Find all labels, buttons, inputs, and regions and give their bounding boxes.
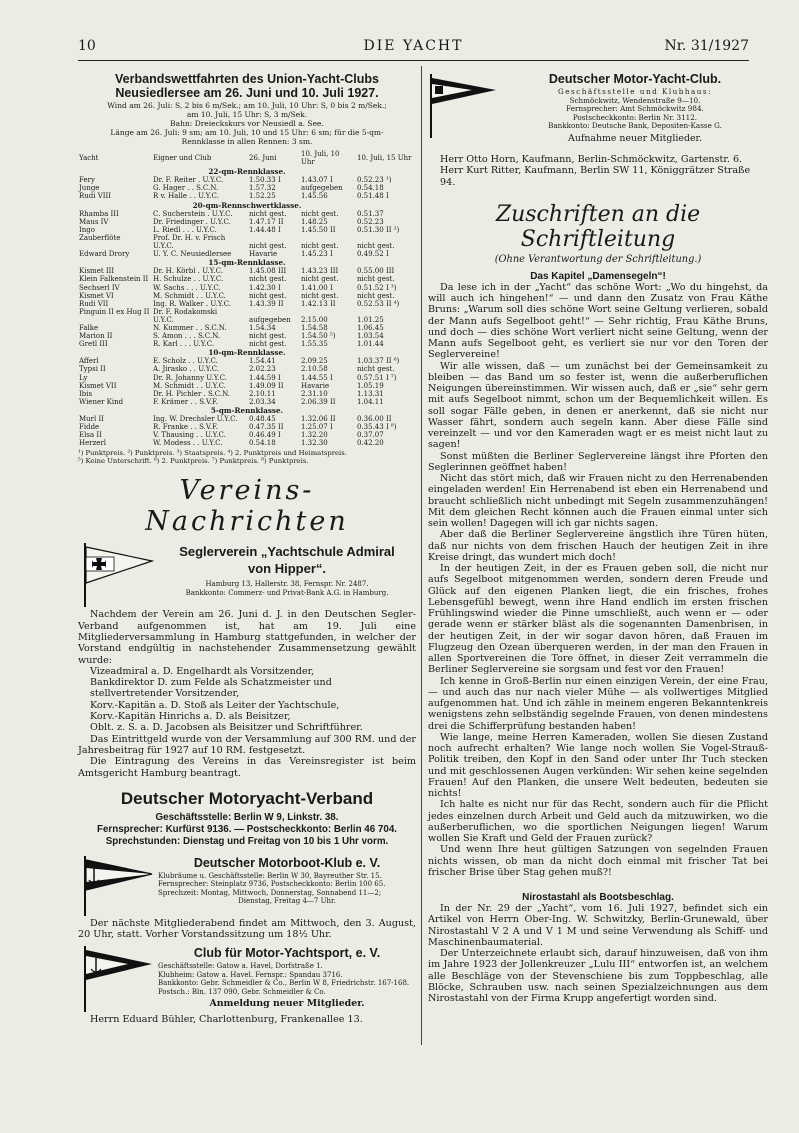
table-cell: 0.57.51 I ⁷) — [357, 373, 397, 382]
table-row — [78, 184, 416, 192]
table-cell: 1.49.09 II — [249, 381, 284, 390]
table-cell: 1.52.25 — [249, 192, 276, 201]
table-cell: nicht gest. — [249, 242, 287, 251]
table-cell: Dr. H. Körbl . U.Y.C. — [153, 267, 223, 276]
table-cell: Dr. F. Rodakomski — [153, 307, 218, 316]
table-cell: nicht gest. — [249, 209, 287, 218]
table-row — [78, 382, 416, 390]
article1-body — [428, 282, 768, 878]
table-cell: Ing. W. Drechsler U.Y.C. — [153, 415, 238, 423]
table-cell: 1.45.50 II — [301, 225, 336, 234]
cmy-header — [78, 946, 416, 1014]
dmbk-info — [158, 872, 416, 906]
table-cell: Junge — [79, 184, 100, 193]
dmbk-text: Der nächste Mitgliederabend findet am Mittwoch, den 3. August, 20 Uhr, statt. Vorher Vorstandssitzung um 18½ Uhr. — [78, 917, 416, 941]
table-cell: Rhamba III — [79, 209, 119, 218]
board-member: Vizeadmiral a. D. Engelhardt als Vorsitzender, — [90, 665, 315, 677]
table-cell: Rudi VIII — [79, 192, 112, 201]
table-cell: Wiener Kind — [79, 397, 124, 406]
table-cell: nicht gest. — [301, 209, 339, 218]
club-pennant-icon — [428, 74, 498, 138]
table-row — [78, 192, 416, 200]
table-row — [78, 357, 416, 365]
table-cell: 1.55.35 — [301, 340, 328, 349]
regatta-title-line2: Neusiedlersee am 26. Juni und 10. Juli 1927. — [115, 86, 379, 100]
table-cell: U.Y.C. — [153, 242, 174, 251]
table-cell: nicht gest. — [249, 291, 287, 300]
table-cell: 0.52.23 ¹) — [357, 176, 392, 185]
table-cell: Dr. F. Reiter . U.Y.C. — [153, 176, 224, 185]
table-cell: 0.52.53 II ⁴) — [357, 299, 400, 308]
regatta-title — [78, 72, 416, 100]
regatta-footnote: ⁵) Keine Unterschrift. ⁶) 2. Punktpreis. ⁷) Punktpreis. ⁸) Punktpreis. — [78, 457, 309, 466]
table-cell: Falke — [79, 323, 99, 332]
table-cell — [248, 234, 300, 242]
table-row — [78, 300, 416, 308]
issue-number: Nr. 31/1927 — [664, 38, 749, 54]
class-name: 5-qm-Rennklasse. — [210, 405, 284, 415]
article2-p2: Der Unterzeichnete erlaubt sich, darauf hinzuweisen, daß von ihm im Jahre 1923 der Jollenkreuzer „Lulu III“ entworfen ist, an welchem alle Beschläge von der Stevenschiene bis zum Toppbeschlag, alle Blöcke, Schrauben usw. nach seinen Spezialzeichnungen aus dem Nirostastahl von der Firma Krupp angefertigt worden sind. — [428, 948, 768, 1005]
table-row — [78, 242, 416, 250]
dmyc-phone: Fernsprecher: Amt Schmöckwitz 984. — [566, 104, 704, 114]
table-row — [78, 439, 416, 447]
table-cell: W. Sachs . . . U.Y.C. — [153, 283, 221, 292]
table-cell: F. Krämer . . S.V.F. — [153, 397, 219, 406]
table-cell: L. Riedl . . . U.Y.C. — [153, 225, 217, 234]
table-row — [78, 365, 416, 373]
dmyc-postcheck: Postscheckkonto: Berlin Nr. 3112. — [572, 112, 698, 122]
table-cell: Rudi VII — [79, 299, 109, 308]
table-cell: R. Karl . . . U.Y.C. — [153, 340, 215, 349]
table-cell: Dr. H. Pichler . S.C.N. — [153, 389, 230, 398]
magazine-title: DIE YACHT — [363, 38, 464, 54]
article1-paragraph: Wir alle wissen, daß — um zunächst bei der Gemeinsamkeit zu bleiben — das Band um so fester ist, wenn die außerberuflichen Neigungen übereinstimmen. Wir wissen auch, daß er „sie“ sehr gern mit aufs Segelboot nimmt, schon um der Bequemlichkeit willen. Es soll sogar Fälle geben, in denen er anerkennt, daß sie nicht nur Wasser fährt, sondern auch segeln kann. Aber diese Fälle sind vereinzelt — und vor den Kameraden wagt er es meist nicht laut zu sagen! — [428, 360, 768, 451]
table-row — [78, 324, 416, 332]
table-cell: 1.45.56 — [301, 192, 328, 201]
table-cell: 1.32.20 — [301, 431, 328, 440]
table-row — [78, 226, 416, 234]
table-cell — [300, 308, 356, 316]
club1-name-line1: Seglerverein „Yachtschule Admiral — [179, 544, 395, 560]
results-column-header: 26. Juni — [249, 154, 277, 163]
table-cell: 1.54.41 — [249, 357, 276, 366]
table-cell: R v. Halle . . U.Y.C. — [153, 192, 219, 201]
cmy-subheading: Anmeldung neuer Mitglieder. — [209, 998, 365, 1010]
left-column — [78, 66, 416, 1026]
table-cell — [300, 234, 356, 242]
header-rule — [78, 60, 749, 61]
table-cell: Edward Drory — [79, 250, 130, 259]
table-row — [78, 292, 416, 300]
table-cell: 1.42.13 II — [301, 299, 336, 308]
table-cell: Ing. R. Walker . U.Y.C. — [153, 299, 232, 308]
table-cell: 2.09.25 — [301, 357, 328, 366]
table-cell: Dr. R. Johanny U.Y.C. — [153, 373, 228, 382]
club1-bank: Bankkonto: Commerz- und Privat-Bank A.G. in Hamburg. — [185, 589, 389, 598]
table-row — [78, 390, 416, 398]
dmyc-header — [428, 66, 768, 154]
table-cell: 1.01.44 — [357, 340, 384, 349]
dmv-phone: Fernsprecher: Kurfürst 9136. — Postscheckkonto: Berlin 46 704. — [96, 823, 397, 835]
article2-p1: In der Nr. 29 der „Yacht“, vom 16. Juli 1927, befindet sich ein Artikel von Herrn Ober-Ing. W. Schwitzky, Berlin-Grunewald, über Nirostastahl V 2 A und V 1 M und seine Verwendung als Schiff- und Maschinenbaumaterial. — [428, 903, 768, 948]
dmyc-office-label: Geschäftsstelle und Klubhaus: — [557, 87, 713, 96]
table-cell: 2.03.34 — [249, 397, 276, 406]
table-cell: 0.51.37 — [357, 209, 384, 218]
dmyc-member1: Herr Otto Horn, Kaufmann, Berlin-Schmöckwitz, Gartenstr. 6. — [440, 154, 743, 165]
table-cell — [248, 308, 300, 316]
article1-paragraph: Da lese ich in der „Yacht“ das schöne Wort: „Wo du hingehst, da will auch ich hingehen!“ — und dann den Zusatz von Frau Käthe Bruns: „Warum soll dies schöne Wort seine Geltung verlieren, sobald der Mann aufs Segelboot geht!“ — Sehr richtig, Frau Käthe Bruns, und doch — dies schöne Wort verliert nicht seine Geltung, wenn der Mann aufs Segelboot geht, es verliert sie nur vor den Toren der Seglervereine! — [428, 281, 768, 361]
table-row — [78, 275, 416, 283]
regatta-title-line1: Verbandswettfahrten des Union-Yacht-Clubs — [115, 72, 379, 86]
table-row — [78, 218, 416, 226]
table-row — [78, 398, 416, 406]
table-cell: nicht gest. — [357, 275, 395, 284]
dmbk-phone: Fernsprecher: Steinplatz 9736, Postscheckkonto: Berlin 100 65. — [158, 880, 386, 889]
results-column-header: 10. Juli, 10 Uhr — [301, 150, 340, 167]
table-cell: G. Hager . . S.C.N. — [153, 184, 219, 193]
dmv-title: Deutscher Motoryacht-Verband — [120, 788, 374, 808]
table-cell: Kismet III — [79, 267, 115, 276]
regatta-meta — [78, 101, 416, 146]
table-cell: 1.32.06 II — [301, 415, 336, 423]
article1-paragraph: Wie lange, meine Herren Kameraden, wollen Sie diesen Zustand noch aufrecht erhalten? Wie lange noch wollen Sie Vogel-Strauß-Politik treiben, den Kopf in den Sand oder unter Ihr Tuch stecken und mit geschlossenen Augen verkünden: Wir sehen keine segelnden Frauen! Auf den Planken, die unsere Welt bedeuten, bedeuten sie nichts! — [428, 731, 768, 800]
dmyc-subheading: Aufnahme neuer Mitglieder. — [568, 132, 702, 144]
club1-name-line2: von Hipper“. — [247, 561, 326, 577]
regatta-meta-line: am 10. Juli, 15 Uhr: S, 3 m/Sek. — [186, 110, 308, 119]
iron-cross-pennant-icon — [82, 543, 154, 607]
class-header-row — [78, 258, 416, 267]
table-cell: Havarie — [301, 381, 330, 390]
club1-header — [78, 543, 416, 609]
club1-address: Hamburg 13, Hallerstr. 38, Fernspr. Nr. 2487. — [205, 580, 369, 589]
table-cell: 1.57.32 — [249, 184, 276, 193]
table-cell: S. Amon . . . S.C.N. — [153, 332, 220, 341]
table-cell: H. Schulze . . U.Y.C. — [153, 275, 224, 284]
table-cell: N. Kummer . . S.C.N. — [153, 323, 227, 332]
table-cell: 1.03.54 — [357, 332, 384, 341]
table-cell: 1.48.25 — [301, 217, 328, 226]
table-cell: Fidde — [79, 423, 100, 432]
table-cell: 1.01.25 — [357, 315, 384, 324]
table-cell: Marion II — [79, 332, 113, 341]
club1-register: Die Eintragung des Vereins in das Vereinsregister ist beim Amtsgericht Hamburg beantragt. — [78, 756, 416, 779]
table-cell: 0.46.49 I — [249, 431, 281, 440]
dmv-office: Geschäftsstelle: Berlin W 9, Linkstr. 38. — [155, 811, 339, 823]
table-row — [78, 176, 416, 184]
table-cell: 0.37.07 — [357, 431, 384, 440]
table-cell: C. Sucherstein . U.Y.C. — [153, 209, 233, 218]
table-cell — [78, 242, 152, 250]
table-cell — [356, 308, 416, 316]
table-cell: 2.10.58 — [301, 365, 328, 374]
table-cell: 0.42.20 — [357, 439, 384, 448]
table-cell: 0.47.35 II — [249, 423, 284, 432]
results-table — [78, 149, 416, 447]
article1-title: Das Kapitel „Damensegeln“! — [530, 270, 666, 282]
table-cell: 0.48.45 — [249, 415, 276, 423]
dmyc-member2: Herr Kurt Ritter, Kaufmann, Berlin SW 11, Königgrätzer Straße 94. — [440, 165, 751, 188]
table-row — [78, 423, 416, 431]
dmbk-header — [78, 856, 416, 918]
table-cell: 1.44.48 I — [249, 225, 281, 234]
regatta-footnote: ¹) Punktpreis. ²) Punktpreis. ³) Staatspreis. ⁴) 2. Punktpreis und Heimatspreis. — [78, 449, 347, 458]
article1-paragraph: Sonst müßten die Berliner Seglervereine längst ihre Pforten den Seglerinnen geöffnet haben! — [428, 450, 768, 473]
table-cell: 0.55.00 III — [357, 267, 395, 276]
class-header-row — [78, 201, 416, 210]
table-cell: 0.36.00 II — [357, 415, 392, 423]
table-cell: 1.54.58 — [301, 323, 328, 332]
dmbk-hours: Sprechzeit: Montag, Mittwoch, Donnerstag, Sonnabend 11—2; — [158, 888, 382, 897]
table-cell: 1.13.31 — [357, 389, 384, 398]
class-header-row — [78, 167, 416, 176]
table-cell: U. Y. C. Neusiedlersee — [153, 250, 232, 259]
table-cell: 1.47.17 II — [249, 217, 284, 226]
results-column-header: Eigner und Club — [153, 154, 212, 163]
regatta-footnotes — [78, 449, 416, 465]
table-cell: nicht gest. — [357, 291, 395, 300]
dmv-hours: Sprechstunden: Dienstag und Freitag von 10 bis 1 Uhr vorm. — [105, 835, 389, 847]
table-row — [78, 374, 416, 382]
table-cell: Gretl III — [79, 340, 108, 349]
table-cell: 1.43.39 II — [249, 299, 284, 308]
results-column-header: 10. Juli, 15 Uhr — [357, 154, 412, 163]
table-cell: 1.43.23 III — [301, 267, 339, 276]
table-cell: 0.35.43 I ⁸) — [357, 423, 397, 432]
dmbk-title: Deutscher Motorboot-Klub e. V. — [193, 855, 381, 870]
table-cell: Dr. Friedinger . U.Y.C. — [153, 217, 231, 226]
table-cell: 0.51.48 I — [357, 192, 389, 201]
dmyc-bank: Bankkonto: Deutsche Bank, Depositen-Kasse G. — [548, 121, 722, 131]
table-cell: 1.32.30 — [301, 439, 328, 448]
table-cell: Havarie — [249, 250, 278, 259]
table-cell: nicht gest. — [249, 332, 287, 341]
table-cell: 2.15.00 — [301, 315, 328, 324]
table-cell: 1.54.34 — [249, 323, 276, 332]
table-cell: Afferl — [79, 357, 99, 366]
class-header-row — [78, 406, 416, 415]
table-cell: aufgegeben — [301, 184, 343, 193]
table-cell: Elsa II — [79, 431, 102, 440]
right-column — [428, 66, 768, 1004]
club1-board-list — [78, 666, 416, 734]
table-cell: 0.54.18 — [357, 184, 384, 193]
table-cell: M. Schmidt . . U.Y.C. — [153, 291, 226, 300]
table-cell: 1.42.30 I — [249, 283, 281, 292]
table-cell: 1.03.37 II ⁶) — [357, 357, 400, 366]
table-cell: V. Thausing . . U.Y.C. — [153, 431, 226, 440]
cmy-text: Herrn Eduard Bühler, Charlottenburg, Frankenallee 13. — [90, 1014, 363, 1026]
table-cell: 1.44.55 I — [301, 373, 333, 382]
board-member: Oblt. z. S. a. D. Jacobsen als Beisitzer und Schriftführer. — [90, 722, 363, 734]
cmy-title: Club für Motor-Yachtsport, e. V. — [193, 946, 381, 961]
table-cell: R. Franke . . S.V.F. — [153, 423, 218, 432]
article1-paragraph: Aber daß die Berliner Seglervereine ängstlich ihre Türen hüten, daß nur nichts von dem frischen Hauch der heutigen Zeit in ihre Kreise dringt, das wundert mich doch! — [428, 529, 768, 563]
class-name: 20-qm-Rennschwertklasse. — [192, 200, 302, 210]
table-cell: A. Jirasko . . U.Y.C. — [153, 365, 220, 374]
club1-fee: Das Eintrittgeld wurde von der Versammlung auf 300 RM. und der Jahresbeitrag für 1927 auf 10 RM. festgesetzt. — [78, 733, 416, 756]
results-column-header: Yacht — [79, 154, 99, 163]
class-name: 15-qm-Rennklasse. — [208, 258, 286, 268]
article1-paragraph: Ich kenne in Groß-Berlin nur einen einzigen Verein, der eine Frau, — und auch das nur nach vieler Mühe — als vollwertiges Mitglied aufgenommen hat. Und ich zähle in meinem engeren Bekanntenkreis wenigstens zehn selbständig segelnde Frauen, von denen mindestens drei die Schifferprüfung bestanden haben! — [428, 675, 768, 732]
column-divider — [421, 66, 422, 1045]
dmbk-hours2: Dienstag, Freitag 4—7 Uhr. — [238, 897, 336, 906]
club1-intro: Nachdem der Verein am 26. Juni d. J. in den Deutschen Segler-Verband aufgenommen ist, hat am 19. Juli eine Mitgliederversammlung in Hamburg stattgefunden, in welcher der Vorstand endgültig in nachstehender Zusammensetzung gewählt wurde: — [78, 609, 416, 666]
vereins-heading: Vereins-Nachrichten — [145, 475, 349, 538]
table-cell: nicht gest. — [357, 365, 395, 374]
regatta-meta-line: Wind am 26. Juli: S, 2 bis 6 m/Sek.; am 10. Juli, 10 Uhr: S, 0 bis 2 m/Sek.; — [107, 101, 387, 110]
table-cell: 1.54.50 ⁵) — [301, 332, 336, 341]
table-row — [78, 316, 416, 324]
anchor-pennant-icon-2 — [82, 946, 154, 1012]
table-row — [78, 234, 416, 242]
table-cell: Fery — [79, 176, 95, 185]
cmy-bank: Bankkonto: Gebr. Schmeidler & Co., Berlin W 8, Friedrichstr. 167-168. Postsch.: Bln. 137 090, Gebr. Schmeidler & Co. — [158, 979, 410, 996]
page-number: 10 — [78, 38, 96, 54]
dmyc-address: Schmöckwitz, Wendenstraße 9—10. — [569, 95, 701, 105]
table-cell: E. Scholz . . U.Y.C. — [153, 357, 218, 366]
table-cell: Prof. Dr. H. v. Frisch — [153, 233, 226, 242]
table-row — [78, 340, 416, 348]
regatta-meta-line: Rennklasse in allen Rennen: 3 sm. — [181, 137, 313, 146]
table-row — [78, 415, 416, 423]
dmv-info — [78, 812, 416, 848]
table-cell: 1.06.45 — [357, 323, 384, 332]
table-cell: 0.49.52 I — [357, 250, 389, 259]
table-cell: Klein Falkenstein II — [79, 275, 149, 284]
regatta-meta-line: Länge am 26. Juli: 9 sm; am 10. Juli, 10 und 15 Uhr: 6 sm; für die 5-qm- — [110, 128, 384, 137]
table-cell: 2.10.11 — [249, 389, 276, 398]
table-cell — [78, 316, 152, 324]
table-cell: 1.25.07 I — [301, 423, 333, 432]
table-cell: M. Schmidt . . U.Y.C. — [153, 381, 226, 390]
table-cell: Ibis — [79, 389, 93, 398]
class-header-row — [78, 348, 416, 357]
table-cell: 1.41.00 I — [301, 283, 333, 292]
table-row — [78, 431, 416, 439]
article1-paragraph: Und wenn Ihre heut gültigen Satzungen von segelnden Frauen nichts wissen, ob man da nicht doch einmal mit frischer Tat bei frischer Brise über Stag gehen muß?! — [428, 844, 768, 878]
board-member: Bankdirektor D. zum Felde als Schatzmeister und stellvertretender Vorsitzender, — [90, 677, 332, 700]
table-cell: Ingo — [79, 225, 95, 234]
anchor-pennant-icon — [82, 856, 154, 916]
cmy-clubhouse: Klubheim: Gatow a. Havel. Fernspr.: Spandau 3716. — [158, 970, 343, 979]
table-row — [78, 210, 416, 218]
table-cell: 0.51.52 I ³) — [357, 283, 397, 292]
table-cell: Pinguin II ex Hug II — [79, 307, 150, 316]
table-row — [78, 267, 416, 275]
class-name: 10-qm-Rennklasse. — [208, 348, 286, 358]
table-cell: 1.50.33 I — [249, 176, 281, 185]
article2-title: Nirostastahl als Bootsbeschlag. — [522, 892, 674, 904]
table-cell: Typsi II — [79, 365, 106, 374]
table-cell: Herzerl — [79, 439, 107, 448]
table-cell: nicht gest. — [301, 275, 339, 284]
table-cell: U.Y.C. — [153, 315, 174, 324]
table-cell: aufgegeben — [249, 315, 291, 324]
table-cell: 1.04.11 — [357, 397, 384, 406]
dmyc-info — [502, 88, 768, 131]
table-cell: 1.43.07 I — [301, 176, 333, 185]
regatta-meta-line: Bahn: Dreieckskurs vor Neusiedl a. See. — [170, 119, 324, 128]
table-row — [78, 308, 416, 316]
table-cell: 1.45.23 I — [301, 250, 333, 259]
table-cell: nicht gest. — [301, 242, 339, 251]
table-cell: nicht gest. — [301, 291, 339, 300]
table-cell: Ly — [79, 373, 88, 382]
table-row — [78, 284, 416, 292]
table-cell: Murl II — [79, 415, 105, 423]
table-cell: nicht gest. — [249, 275, 287, 284]
table-cell: 0.52.23 — [357, 217, 384, 226]
table-row — [78, 250, 416, 258]
table-cell: Zauberflöte — [79, 233, 121, 242]
board-member: Korv.-Kapitän a. D. Stoß als Leiter der Yachtschule, — [90, 699, 340, 711]
table-cell — [356, 234, 416, 242]
table-cell: 0.54.18 — [249, 439, 276, 448]
table-cell: 2.02.23 — [249, 365, 276, 374]
zuschriften-subtitle: (Ohne Verantwortung der Schriftleitung.) — [494, 253, 702, 265]
table-cell: Kismet VI — [79, 291, 114, 300]
cmy-office: Geschäftsstelle: Gatow a. Havel, Dorfstraße 1. — [158, 962, 323, 971]
table-cell: Maus IV — [79, 217, 109, 226]
table-cell: nicht gest. — [357, 242, 395, 251]
table-cell: Sechserl IV — [79, 283, 120, 292]
table-cell: 2.31.10 — [301, 389, 328, 398]
zuschriften-heading: Zuschriften an die Schriftleitung — [495, 201, 701, 252]
table-cell: Kismet VII — [79, 381, 117, 390]
article1-paragraph: Nicht das stört mich, daß wir Frauen nicht zu den Herrenabenden eingeladen werden! Ein Herrenabend ist eben ein Herrenabend und braucht schließlich nicht unbedingt mit Segeln zusammenzuhängen! Mit dem gleichen Recht können auch die Frauen einmal unter sich sein wollen! Dagegen will ich gar nichts sagen. — [428, 473, 768, 530]
table-cell: 1.45.08 III — [249, 267, 287, 276]
article1-paragraph: Ich halte es nicht nur für das Recht, sondern auch für die Pflicht jedes einzelnen durch Arbeit und Geld auch da mitzuwirken, wo die außerberuflichen, wo die sportlichen Neigungen liegen! Warum wollen Sie Kraft und Geld der Frauen zurück? — [428, 799, 768, 845]
table-cell: 2.06.39 II — [301, 397, 336, 406]
page-header — [78, 38, 749, 60]
article1-paragraph: In der heutigen Zeit, in der es Frauen geben soll, die nicht nur aufs Segelboot mitgenommen werden, sondern deren Freude und Glück auf den eigenen Planken liegt, die ein frisches, frohes Lebensgefühl bewegt, wenn ihre Hand endlich im ersten frischen Frühlingswind wieder die Pinne umschließt, auch wenn er — oder gerade wenn er stärker bläst als die sogenannten Damenbrisen, in der heutigen Zeit, in der wir sogar davon hören, daß Frauen im Flugzeug den Ozean überqueren werden, in der man den Frauen in allen Sportvereinen die Tore öffnet, in dieser Zeit verrammeln die Berliner Seglervereine sie sorgsam und fest vor den Frauen! — [428, 563, 768, 676]
table-row — [78, 332, 416, 340]
results-header-row — [78, 149, 416, 167]
class-name: 22-qm-Rennklasse. — [208, 167, 286, 177]
cmy-info — [158, 962, 416, 996]
table-cell: W. Modess . . U.Y.C. — [153, 439, 223, 448]
dmbk-office: Klubräume u. Geschäftsstelle: Berlin W 30, Bayreuther Str. 15. — [158, 871, 382, 880]
table-cell: 0.51.30 II ²) — [357, 225, 400, 234]
dmyc-title: Deutscher Motor-Yacht-Club. — [548, 72, 722, 86]
table-cell: nicht gest. — [249, 340, 287, 349]
board-member: Korv.-Kapitän Hinrichs a. D. als Beisitzer, — [90, 711, 291, 723]
table-cell: 1.44.59 I — [249, 373, 281, 382]
table-cell: 1.05.19 — [357, 381, 384, 390]
